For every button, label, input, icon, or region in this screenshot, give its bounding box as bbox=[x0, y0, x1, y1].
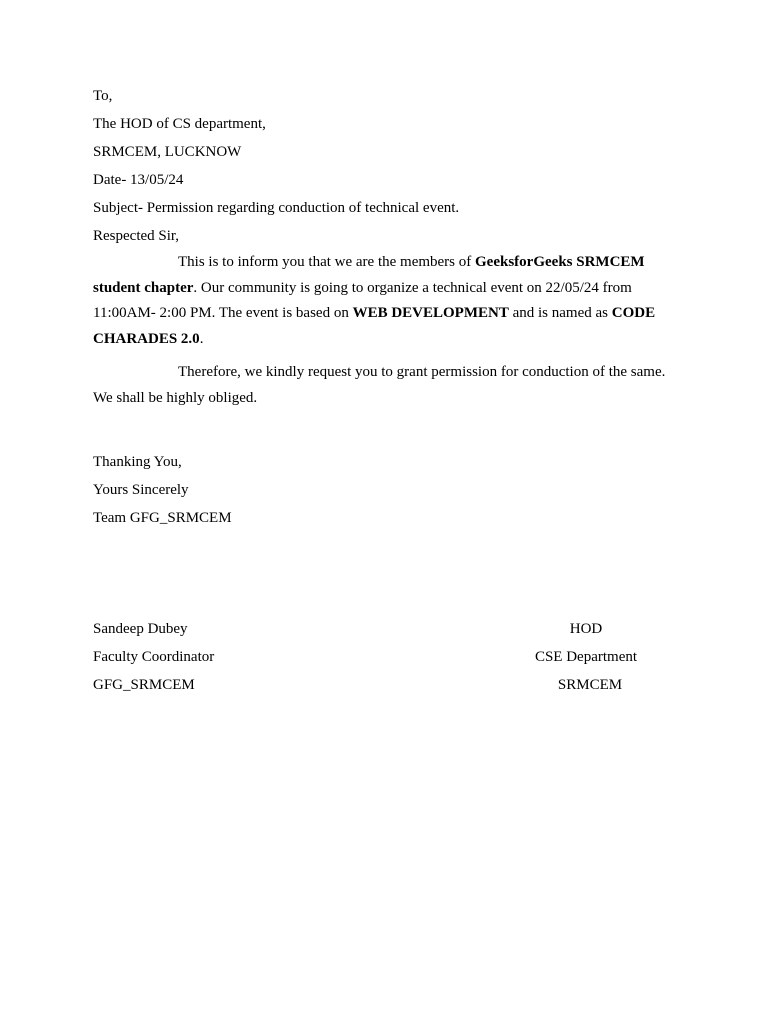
body1-text-3: and is named as bbox=[508, 305, 612, 321]
left-signature-name: Sandeep Dubey bbox=[93, 621, 188, 637]
body2-text: Therefore, we kindly request you to grant permission for conduction of the same. We shall be highly obliged. bbox=[93, 364, 666, 406]
subject: Subject- Permission regarding conduction of technical event. bbox=[93, 200, 460, 216]
chapter-name: GeeksforGeeks SRMCEM student chapter bbox=[93, 254, 645, 296]
closing-sincerely: Yours Sincerely bbox=[93, 482, 189, 498]
body-paragraph-1 bbox=[93, 250, 675, 352]
closing-team: Team GFG_SRMCEM bbox=[93, 510, 232, 526]
event-theme: WEB DEVELOPMENT bbox=[352, 305, 509, 321]
salutation: Respected Sir, bbox=[93, 228, 180, 244]
address-to: To, bbox=[93, 88, 113, 104]
body1-text-4: . bbox=[199, 330, 204, 347]
right-signature-role: CSE Department bbox=[534, 649, 638, 665]
recipient: The HOD of CS department, bbox=[93, 116, 266, 132]
body-paragraph-2 bbox=[93, 360, 675, 411]
date: Date- 13/05/24 bbox=[93, 172, 184, 188]
institution: SRMCEM, LUCKNOW bbox=[93, 144, 242, 160]
closing-thanking: Thanking You, bbox=[93, 454, 182, 470]
right-signature-org: SRMCEM bbox=[557, 677, 623, 693]
left-signature-org: GFG_SRMCEM bbox=[93, 677, 195, 693]
left-signature-role: Faculty Coordinator bbox=[93, 649, 215, 665]
event-name: CODE CHARADES 2.0 bbox=[93, 305, 656, 347]
body1-text-1: This is to inform you that we are the members of bbox=[178, 254, 476, 270]
body1-text-2: . Our community is going to organize a technical event on 22/05/24 from 11:00AM- 2:00 PM. The event is based on bbox=[93, 279, 632, 321]
right-signature-name: HOD bbox=[569, 621, 603, 637]
